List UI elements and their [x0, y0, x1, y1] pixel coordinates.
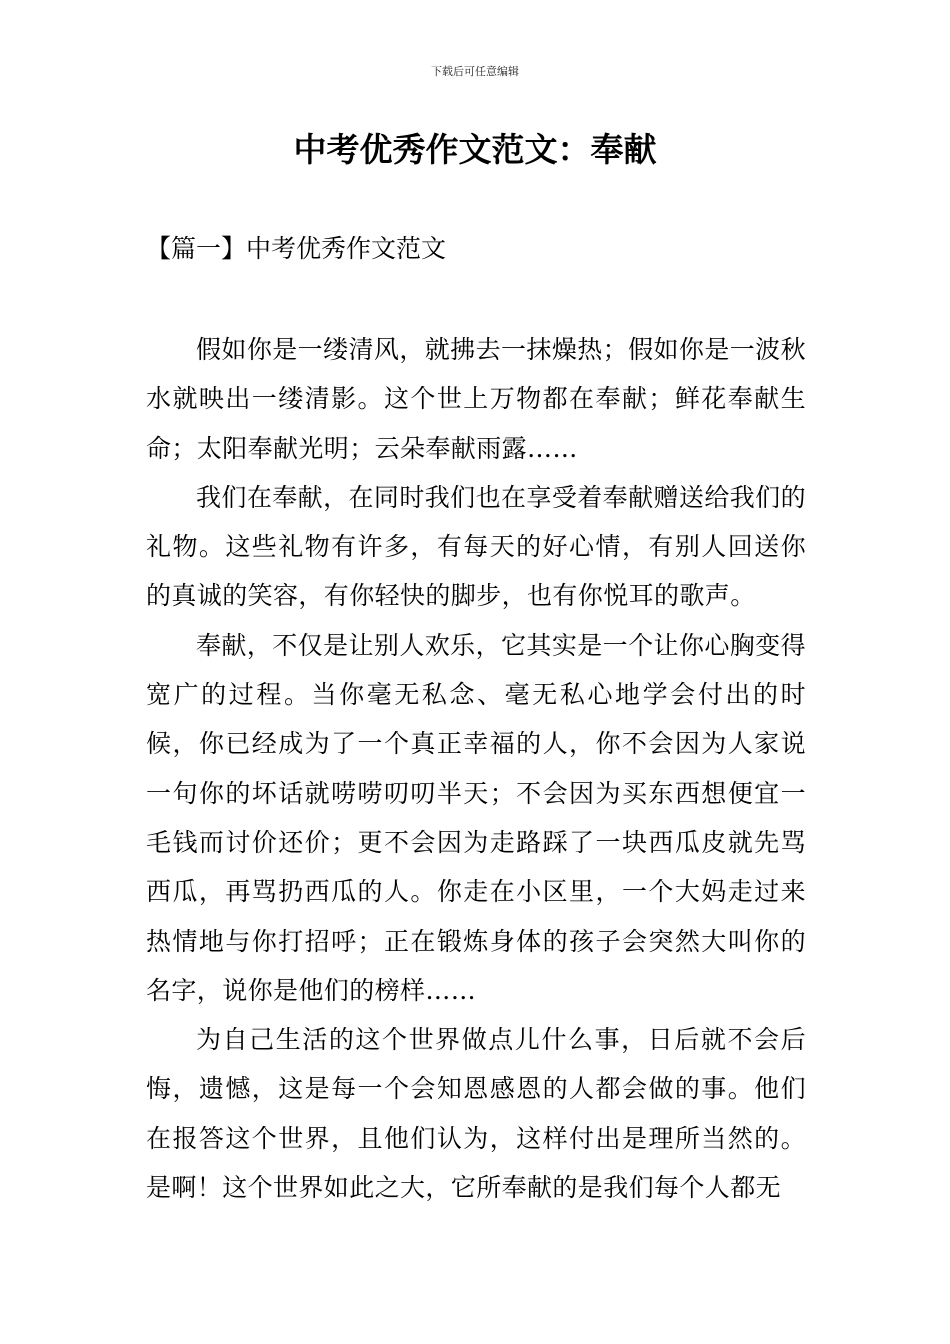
essay-body	[146, 325, 806, 1212]
section-heading: 【篇一】中考优秀作文范文	[146, 234, 447, 263]
paragraph-1: 假如你是一缕清风，就拂去一抹燥热；假如你是一波秋水就映出一缕清影。这个世上万物都在奉献；鲜花奉献生命；太阳奉献光明；云朵奉献雨露……	[146, 335, 806, 463]
paragraph-3: 奉献，不仅是让别人欢乐，它其实是一个让你心胸变得宽广的过程。当你毫无私念、毫无私心地学会付出的时候，你已经成为了一个真正幸福的人，你不会因为人家说一句你的坏话就唠唠叨叨半天；不会因为买东西想便宜一毛钱而讨价还价；更不会因为走路踩了一块西瓜皮就先骂西瓜，再骂扔西瓜的人。你走在小区里，一个大妈走过来热情地与你打招呼；正在锻炼身体的孩子会突然大叫你的名字，说你是他们的榜样……	[146, 630, 806, 1005]
paragraph-4: 为自己生活的这个世界做点儿什么事，日后就不会后悔，遗憾，这是每一个会知恩感恩的人都会做的事。他们在报答这个世界，且他们认为，这样付出是理所当然的。是啊！这个世界如此之大，它所奉献的是我们每个人都无	[146, 1025, 806, 1203]
paragraph-2: 我们在奉献，在同时我们也在享受着奉献赠送给我们的礼物。这些礼物有许多，有每天的好心情，有别人回送你的真诚的笑容，有你轻快的脚步，也有你悦耳的歌声。	[146, 482, 806, 611]
document-title: 中考优秀作文范文：奉献	[293, 130, 657, 169]
header-note: 下载后可任意编辑	[431, 65, 519, 78]
